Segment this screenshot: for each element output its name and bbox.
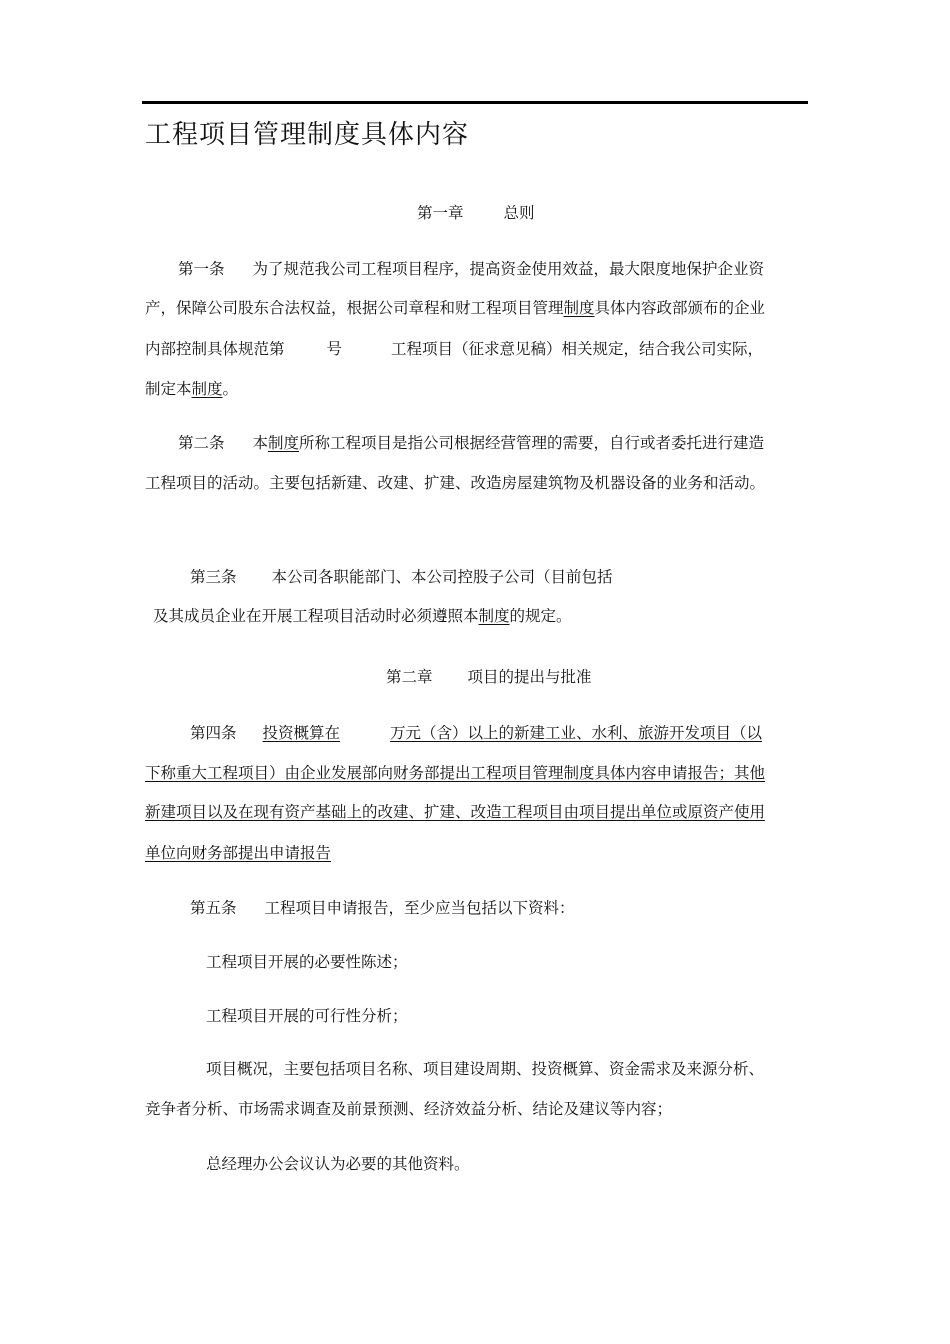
article-1-label: 第一条: [178, 260, 225, 278]
article-1-text-3a: 内部控制具体规范第: [145, 340, 285, 358]
article-3-line-1: [190, 567, 613, 587]
article-1-text-4c: 。: [222, 380, 239, 398]
article-1-text-3b: 号: [326, 340, 343, 358]
article-2-line-2: 工程项目的活动。主要包括新建、改建、扩建、改造房屋建筑物及机器设备的业务和活动。: [145, 474, 766, 492]
article-4-text-1a: 投资概算在: [262, 724, 341, 742]
article-3-text-2a: 及其成员企业在开展工程项目活动时必须遵照本: [153, 607, 479, 625]
article-1-text-1: 为了规范我公司工程项目程序，提高资金使用效益，最大限度地保护企业资: [252, 260, 765, 278]
article-1-term-4: 制度: [191, 380, 223, 398]
article-3-line-2: [153, 606, 572, 626]
article-1-line-4: [145, 379, 238, 399]
article-1-text-3c: 工程项目（征求意见稿）相关规定，结合我公司实际，: [391, 340, 764, 358]
article-4-line-2: 下称重大工程项目）由企业发展部向财务部提出工程项目管理制度具体内容申请报告；其他: [145, 764, 766, 782]
chapter-1-name: 总则: [503, 204, 535, 222]
article-5-item-3-line-2: 竞争者分析、市场需求调查及前景预测、经济效益分析、结论及建议等内容；: [145, 1100, 673, 1118]
article-3-term-2: 制度: [478, 607, 510, 625]
article-4-label: 第四条: [190, 724, 237, 742]
article-5-line-1: [190, 898, 575, 918]
article-1-text-2a: 产，保障公司股东合法权益，根据公司章程和财工程项目管理: [145, 299, 564, 317]
article-1-line-1: [178, 259, 764, 279]
article-4-text-1b: 万元（含）以上的新建工业、水利、旅游开发项目（以: [390, 724, 763, 742]
chapter-2-name: 项目的提出与批准: [467, 668, 592, 686]
article-1-line-2: [145, 298, 765, 318]
chapter-2-heading: [386, 667, 592, 687]
document-title: 工程项目管理制度具体内容: [145, 120, 470, 150]
header-rule: [142, 101, 808, 104]
article-2-label: 第二条: [178, 434, 225, 452]
article-4-text-1: [263, 724, 763, 742]
article-5-text-1: 工程项目申请报告，至少应当包括以下资料：: [264, 899, 575, 917]
article-4-line-4: 单位向财务部提出申请报告: [145, 844, 332, 862]
article-1-line-3: [145, 339, 763, 359]
article-2-line-1: [178, 433, 764, 453]
article-2-term-1: 制度: [268, 434, 300, 452]
article-2-text-1a: 本: [252, 434, 269, 452]
article-3-text-1: 本公司各职能部门、本公司控股子公司（目前包括: [271, 568, 613, 586]
article-1-term-2: 制度: [563, 299, 595, 317]
article-4-line-1: [190, 723, 762, 743]
article-2-text-1c: 所称工程项目是指公司根据经营管理的需要，自行或者委托进行建造: [299, 434, 765, 452]
chapter-2-number: 第二章: [386, 668, 433, 686]
chapter-1-heading: [417, 203, 535, 223]
article-3-text-2c: 的规定。: [509, 607, 572, 625]
article-1-text-2c: 具体内容政部颁布的企业: [594, 299, 766, 317]
article-1-text-4a: 制定本: [145, 380, 192, 398]
article-5-item-2: 工程项目开展的可行性分析；: [206, 1007, 408, 1025]
chapter-1-number: 第一章: [417, 204, 464, 222]
article-3-label: 第三条: [190, 568, 237, 586]
article-5-label: 第五条: [190, 899, 237, 917]
article-5-item-3-line-1: 项目概况，主要包括项目名称、项目建设周期、投资概算、资金需求及来源分析、: [206, 1060, 765, 1078]
article-5-item-4: 总经理办公会议认为必要的其他资料。: [206, 1155, 470, 1173]
article-4-line-3: 新建项目以及在现有资产基础上的改建、扩建、改造工程项目由项目提出单位或原资产使用: [145, 803, 766, 821]
article-5-item-1: 工程项目开展的必要性陈述；: [206, 953, 408, 971]
